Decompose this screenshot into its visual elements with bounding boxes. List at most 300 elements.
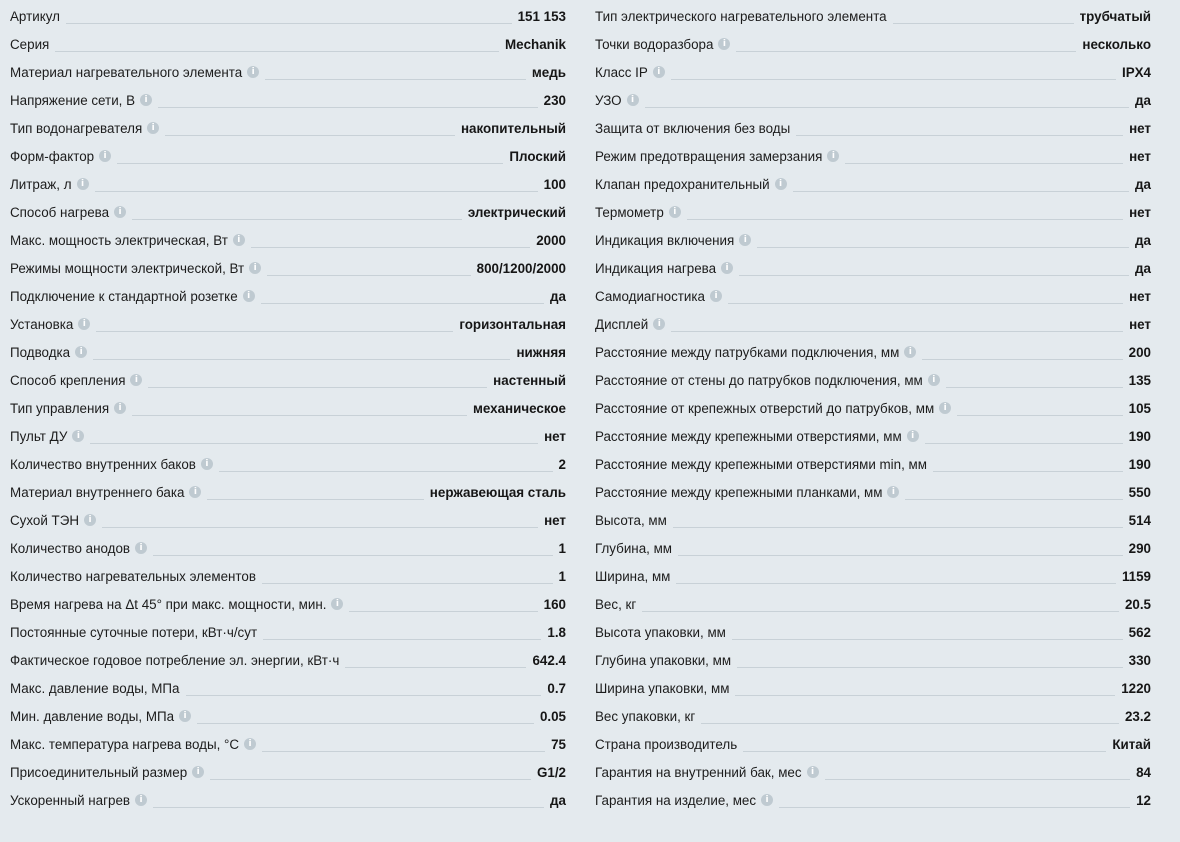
spec-value: нет — [1129, 148, 1151, 164]
spec-row — [10, 338, 566, 366]
spec-label-text: Ускоренный нагрев — [10, 792, 131, 808]
info-icon[interactable]: i — [653, 66, 665, 78]
spec-label-text: Защита от включения без воды — [595, 120, 791, 136]
spec-label — [595, 233, 751, 248]
spec-value: 200 — [1128, 344, 1151, 360]
spec-value: 550 — [1128, 484, 1151, 500]
leader-line — [735, 695, 1115, 696]
info-icon[interactable]: i — [775, 178, 787, 190]
info-icon[interactable]: i — [130, 374, 142, 386]
spec-label — [595, 681, 729, 696]
spec-label — [595, 177, 787, 192]
spec-value: да — [1135, 176, 1151, 192]
spec-label — [595, 65, 665, 80]
leader-line — [345, 667, 526, 668]
spec-label-text: Дисплей — [595, 316, 649, 332]
spec-label — [595, 737, 737, 752]
leader-line — [93, 359, 510, 360]
spec-label — [10, 401, 126, 416]
spec-label-text: Расстояние между крепежными планками, мм — [595, 484, 883, 500]
info-icon[interactable]: i — [75, 346, 87, 358]
leader-line — [796, 135, 1123, 136]
spec-label — [595, 317, 665, 332]
info-icon[interactable]: i — [627, 94, 639, 106]
spec-label-text: Расстояние от крепежных отверстий до патрубков, мм — [595, 400, 935, 416]
spec-label-text: Точки водоразбора — [595, 36, 714, 52]
spec-value: 514 — [1128, 512, 1151, 528]
spec-label-text: Расстояние между крепежными отверстиями min, мм — [595, 456, 927, 472]
leader-line — [732, 639, 1123, 640]
spec-value: 290 — [1128, 540, 1151, 556]
spec-label-text: Тип электрического нагревательного элемента — [595, 8, 887, 24]
spec-label-text: Количество нагревательных элементов — [10, 568, 256, 584]
spec-value: G1/2 — [536, 764, 566, 780]
spec-row — [595, 562, 1151, 590]
spec-label — [595, 457, 927, 472]
spec-label — [10, 485, 201, 500]
spec-label-text: Подводка — [10, 344, 71, 360]
spec-row — [10, 590, 566, 618]
spec-label — [10, 345, 87, 360]
info-icon[interactable]: i — [331, 598, 343, 610]
spec-label-text: Литраж, л — [10, 176, 72, 192]
info-icon[interactable]: i — [718, 38, 730, 50]
leader-line — [267, 275, 470, 276]
spec-label-text: Фактическое годовое потребление эл. энергии, кВт·ч — [10, 652, 340, 668]
spec-row — [595, 646, 1151, 674]
spec-label — [10, 37, 49, 52]
leader-line — [148, 387, 487, 388]
spec-label-text: Гарантия на внутренний бак, мес — [595, 764, 802, 780]
spec-label-text: Страна производитель — [595, 736, 738, 752]
spec-value: 1 — [558, 568, 566, 584]
info-icon[interactable]: i — [721, 262, 733, 274]
spec-value: 75 — [551, 736, 566, 752]
leader-line — [186, 695, 542, 696]
spec-value: нет — [1129, 316, 1151, 332]
spec-row — [595, 58, 1151, 86]
spec-label-text: Расстояние между патрубками подключения, мм — [595, 344, 900, 360]
leader-line — [687, 219, 1123, 220]
spec-label — [595, 653, 731, 668]
spec-value: 190 — [1128, 428, 1151, 444]
leader-line — [132, 415, 467, 416]
spec-value: нет — [1129, 204, 1151, 220]
spec-value: 23.2 — [1124, 708, 1151, 724]
specs-column-right — [595, 2, 1151, 814]
spec-label — [595, 485, 899, 500]
spec-label-text: Вес, кг — [595, 596, 637, 612]
info-icon[interactable]: i — [928, 374, 940, 386]
leader-line — [210, 779, 531, 780]
leader-line — [153, 555, 553, 556]
spec-row — [10, 450, 566, 478]
spec-row — [595, 282, 1151, 310]
info-icon[interactable]: i — [827, 150, 839, 162]
leader-line — [102, 527, 538, 528]
spec-label-text: Вес упаковки, кг — [595, 708, 696, 724]
spec-row — [595, 758, 1151, 786]
spec-label — [10, 93, 152, 108]
spec-label — [10, 737, 256, 752]
spec-label — [10, 653, 339, 668]
spec-value: 135 — [1128, 372, 1151, 388]
spec-label — [595, 513, 667, 528]
info-icon[interactable]: i — [761, 794, 773, 806]
spec-row — [595, 30, 1151, 58]
spec-row — [10, 478, 566, 506]
spec-value: да — [550, 792, 566, 808]
spec-value: да — [1135, 232, 1151, 248]
spec-label — [595, 9, 887, 24]
info-icon[interactable]: i — [807, 766, 819, 778]
spec-row — [595, 142, 1151, 170]
leader-line — [779, 807, 1130, 808]
leader-line — [132, 219, 462, 220]
spec-label-text: Установка — [10, 316, 74, 332]
spec-label-text: Материал нагревательного элемента — [10, 64, 243, 80]
spec-label-text: Способ крепления — [10, 372, 126, 388]
info-icon[interactable]: i — [669, 206, 681, 218]
leader-line — [117, 163, 503, 164]
spec-value: 230 — [543, 92, 566, 108]
leader-line — [262, 751, 545, 752]
leader-line — [265, 79, 526, 80]
info-icon[interactable]: i — [72, 430, 84, 442]
spec-label-text: Глубина, мм — [595, 540, 673, 556]
spec-value: 84 — [1136, 764, 1151, 780]
leader-line — [676, 583, 1116, 584]
leader-line — [946, 387, 1123, 388]
info-icon[interactable]: i — [140, 94, 152, 106]
info-icon[interactable]: i — [189, 486, 201, 498]
spec-value: Mechanik — [504, 36, 566, 52]
spec-label-text: Артикул — [10, 8, 60, 24]
spec-label-text: Термометр — [595, 204, 664, 220]
spec-label-text: Подключение к стандартной розетке — [10, 288, 238, 304]
leader-line — [925, 443, 1123, 444]
spec-row — [10, 254, 566, 282]
spec-label-text: Форм-фактор — [10, 148, 95, 164]
info-icon[interactable]: i — [710, 290, 722, 302]
spec-value: 190 — [1128, 456, 1151, 472]
spec-value: 0.05 — [539, 708, 566, 724]
spec-label-text: УЗО — [595, 92, 622, 108]
leader-line — [263, 639, 541, 640]
spec-row — [10, 198, 566, 226]
leader-line — [957, 415, 1123, 416]
spec-row — [10, 758, 566, 786]
spec-label — [595, 569, 670, 584]
leader-line — [165, 135, 455, 136]
info-icon[interactable]: i — [739, 234, 751, 246]
spec-row — [10, 506, 566, 534]
info-icon[interactable]: i — [233, 234, 245, 246]
spec-row — [595, 2, 1151, 30]
spec-label — [595, 429, 919, 444]
spec-row — [10, 114, 566, 142]
spec-row — [595, 506, 1151, 534]
spec-row — [595, 702, 1151, 730]
leader-line — [893, 23, 1074, 24]
spec-row — [595, 590, 1151, 618]
spec-row — [595, 226, 1151, 254]
spec-label — [595, 373, 940, 388]
spec-row — [595, 786, 1151, 814]
leader-line — [678, 555, 1123, 556]
info-icon[interactable]: i — [179, 710, 191, 722]
leader-line — [793, 191, 1129, 192]
spec-label — [10, 65, 259, 80]
spec-value: 562 — [1128, 624, 1151, 640]
leader-line — [96, 331, 453, 332]
spec-row — [10, 394, 566, 422]
spec-label-text: Расстояние между крепежными отверстиями, мм — [595, 428, 902, 444]
spec-label-text: Расстояние от стены до патрубков подключения, мм — [595, 372, 923, 388]
spec-label-text: Серия — [10, 36, 50, 52]
spec-label-text: Ширина, мм — [595, 568, 671, 584]
spec-label — [595, 37, 730, 52]
spec-row — [10, 58, 566, 86]
spec-label — [10, 765, 204, 780]
spec-row — [10, 730, 566, 758]
leader-line — [671, 331, 1123, 332]
spec-label — [595, 625, 726, 640]
spec-value: механическое — [472, 400, 566, 416]
spec-row — [595, 422, 1151, 450]
spec-value: нижняя — [516, 344, 566, 360]
spec-row — [10, 2, 566, 30]
spec-label — [10, 317, 90, 332]
leader-line — [922, 359, 1122, 360]
leader-line — [95, 191, 538, 192]
spec-label-text: Макс. мощность электрическая, Вт — [10, 232, 228, 248]
spec-label — [10, 457, 213, 472]
spec-value: да — [1135, 92, 1151, 108]
spec-row — [10, 534, 566, 562]
leader-line — [757, 247, 1129, 248]
spec-label-text: Индикация включения — [595, 232, 735, 248]
spec-value: накопительный — [460, 120, 566, 136]
info-icon[interactable]: i — [78, 318, 90, 330]
leader-line — [739, 275, 1129, 276]
spec-row — [10, 422, 566, 450]
info-icon[interactable]: i — [84, 514, 96, 526]
spec-row — [10, 618, 566, 646]
spec-label — [10, 709, 191, 724]
spec-row — [10, 702, 566, 730]
info-icon[interactable]: i — [114, 402, 126, 414]
spec-value: нет — [1129, 288, 1151, 304]
spec-value: 1 — [558, 540, 566, 556]
spec-row — [595, 674, 1151, 702]
spec-value: 100 — [543, 176, 566, 192]
spec-value: 2000 — [536, 232, 566, 248]
spec-value: 105 — [1128, 400, 1151, 416]
leader-line — [743, 751, 1106, 752]
spec-row — [10, 786, 566, 814]
info-icon[interactable]: i — [939, 402, 951, 414]
leader-line — [673, 527, 1123, 528]
leader-line — [642, 611, 1119, 612]
spec-label-text: Макс. температура нагрева воды, °С — [10, 736, 240, 752]
info-icon[interactable]: i — [99, 150, 111, 162]
leader-line — [197, 723, 534, 724]
spec-row — [595, 198, 1151, 226]
spec-value: 800/1200/2000 — [476, 260, 566, 276]
specifications-table — [10, 2, 1151, 814]
spec-label-text: Время нагрева на Δt 45° при макс. мощности, мин. — [10, 596, 327, 612]
spec-label — [10, 261, 261, 276]
specs-column-left — [10, 2, 566, 814]
spec-row — [595, 394, 1151, 422]
spec-row — [595, 730, 1151, 758]
spec-row — [595, 86, 1151, 114]
spec-label-text: Ширина упаковки, мм — [595, 680, 730, 696]
leader-line — [207, 499, 423, 500]
spec-label — [595, 765, 819, 780]
info-icon[interactable]: i — [135, 794, 147, 806]
leader-line — [701, 723, 1119, 724]
leader-line — [251, 247, 530, 248]
spec-label-text: Постоянные суточные потери, кВт·ч/сут — [10, 624, 258, 640]
spec-row — [10, 170, 566, 198]
info-icon[interactable]: i — [192, 766, 204, 778]
spec-row — [595, 478, 1151, 506]
spec-label — [595, 121, 790, 136]
spec-value: IPX4 — [1121, 64, 1151, 80]
info-icon[interactable]: i — [249, 262, 261, 274]
spec-label-text: Материал внутреннего бака — [10, 484, 185, 500]
spec-value: нет — [544, 512, 566, 528]
leader-line — [158, 107, 538, 108]
spec-label — [595, 289, 722, 304]
spec-row — [595, 338, 1151, 366]
spec-label — [10, 569, 256, 584]
info-icon[interactable]: i — [653, 318, 665, 330]
spec-label-text: Количество анодов — [10, 540, 130, 556]
spec-value: 12 — [1136, 792, 1151, 808]
info-icon[interactable]: i — [201, 458, 213, 470]
spec-label-text: Режимы мощности электрической, Вт — [10, 260, 245, 276]
spec-value: 160 — [543, 596, 566, 612]
spec-value: горизонтальная — [459, 316, 566, 332]
spec-label — [595, 709, 695, 724]
info-icon[interactable]: i — [243, 290, 255, 302]
spec-row — [595, 114, 1151, 142]
spec-value: 642.4 — [532, 652, 566, 668]
spec-row — [10, 646, 566, 674]
spec-label — [595, 793, 773, 808]
leader-line — [905, 499, 1122, 500]
spec-label — [10, 177, 89, 192]
spec-row — [595, 366, 1151, 394]
spec-value: да — [1135, 260, 1151, 276]
spec-label-text: Количество внутренних баков — [10, 456, 196, 472]
leader-line — [736, 51, 1076, 52]
leader-line — [262, 583, 553, 584]
spec-label — [10, 373, 142, 388]
spec-label-text: Класс IP — [595, 64, 648, 80]
spec-label — [10, 233, 245, 248]
info-icon[interactable]: i — [114, 206, 126, 218]
spec-label — [595, 401, 951, 416]
spec-value: медь — [531, 64, 566, 80]
leader-line — [671, 79, 1116, 80]
spec-label — [10, 541, 147, 556]
spec-row — [10, 226, 566, 254]
leader-line — [90, 443, 538, 444]
leader-line — [55, 51, 499, 52]
info-icon[interactable]: i — [904, 346, 916, 358]
spec-label-text: Мин. давление воды, МПа — [10, 708, 175, 724]
spec-label-text: Высота упаковки, мм — [595, 624, 726, 640]
leader-line — [825, 779, 1131, 780]
info-icon[interactable]: i — [887, 486, 899, 498]
spec-row — [10, 282, 566, 310]
spec-label — [595, 541, 672, 556]
info-icon[interactable]: i — [247, 66, 259, 78]
spec-label-text: Сухой ТЭН — [10, 512, 80, 528]
spec-row — [595, 170, 1151, 198]
spec-value: 20.5 — [1124, 596, 1151, 612]
spec-value: да — [550, 288, 566, 304]
spec-label — [595, 93, 639, 108]
spec-label — [595, 205, 681, 220]
spec-row — [595, 254, 1151, 282]
info-icon[interactable]: i — [147, 122, 159, 134]
spec-label-text: Тип управления — [10, 400, 110, 416]
spec-label-text: Глубина упаковки, мм — [595, 652, 732, 668]
info-icon[interactable]: i — [135, 542, 147, 554]
spec-label — [10, 289, 255, 304]
spec-value: 0.7 — [547, 680, 566, 696]
spec-label — [10, 513, 96, 528]
leader-line — [66, 23, 512, 24]
spec-value: 330 — [1128, 652, 1151, 668]
spec-value: 1159 — [1121, 568, 1151, 584]
spec-row — [595, 618, 1151, 646]
spec-value: Китай — [1112, 736, 1151, 752]
info-icon[interactable]: i — [77, 178, 89, 190]
info-icon[interactable]: i — [244, 738, 256, 750]
leader-line — [219, 471, 553, 472]
leader-line — [645, 107, 1129, 108]
spec-row — [10, 366, 566, 394]
leader-line — [153, 807, 544, 808]
spec-label — [10, 149, 111, 164]
info-icon[interactable]: i — [907, 430, 919, 442]
spec-label-text: Индикация нагрева — [595, 260, 717, 276]
spec-row — [10, 30, 566, 58]
spec-label — [10, 9, 60, 24]
spec-label — [10, 793, 147, 808]
spec-value: 1220 — [1121, 680, 1151, 696]
spec-value: нержавеющая сталь — [429, 484, 566, 500]
spec-value: настенный — [493, 372, 566, 388]
spec-label — [10, 205, 126, 220]
spec-label-text: Макс. давление воды, МПа — [10, 680, 180, 696]
spec-value: Плоский — [509, 148, 566, 164]
spec-label-text: Пульт ДУ — [10, 428, 68, 444]
spec-label — [595, 149, 839, 164]
spec-label — [595, 261, 733, 276]
leader-line — [737, 667, 1123, 668]
spec-row — [10, 562, 566, 590]
spec-row — [10, 86, 566, 114]
spec-value: электрический — [467, 204, 566, 220]
spec-label — [10, 121, 159, 136]
